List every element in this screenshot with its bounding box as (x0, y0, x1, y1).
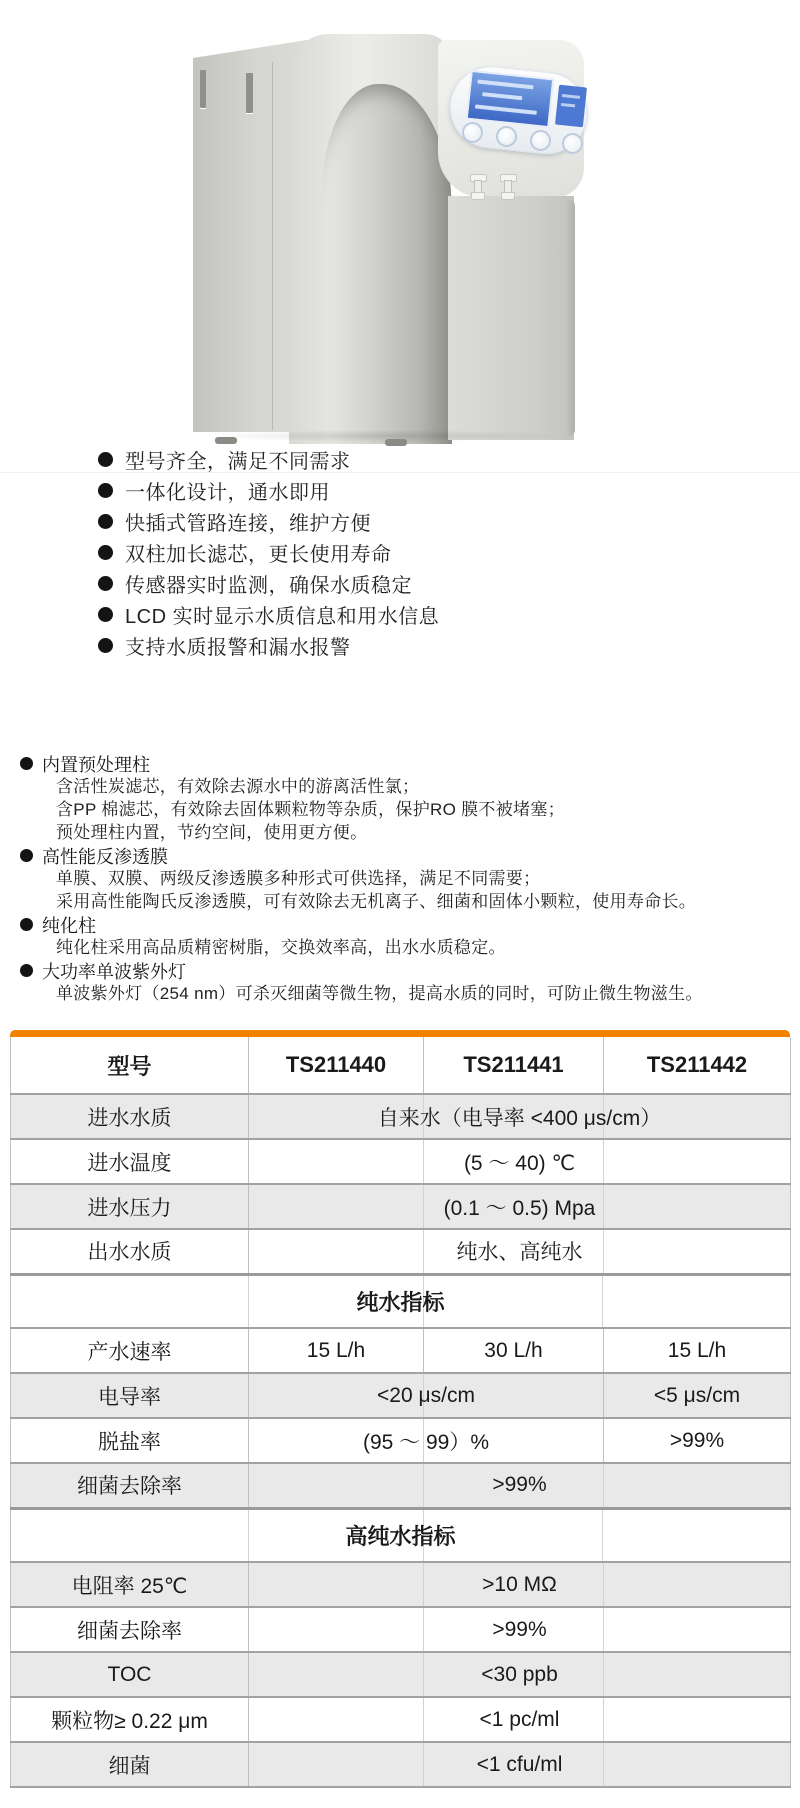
feature-line: 含PP 棉滤芯，有效除去固体颗粒物等杂质，保护RO 膜不被堵塞； (56, 800, 565, 819)
highlight-text: 双柱加长滤芯，更长使用寿命 (125, 544, 392, 566)
highlight-item (98, 537, 439, 568)
highlight-text: 支持水质报警和漏水报警 (125, 637, 351, 659)
row-value: (0.1 ～ 0.5) Mpa (249, 1184, 791, 1229)
col-header-ts211440: TS211440 (249, 1037, 424, 1094)
table-row (11, 1697, 791, 1742)
machine-foot (215, 437, 237, 444)
lcd-side-display (555, 85, 587, 128)
table-row (11, 1562, 791, 1607)
highlight-item (98, 568, 439, 599)
table-row (11, 1607, 791, 1652)
section-header-row (11, 1508, 791, 1562)
feature-title: 高性能反渗透膜 (42, 846, 168, 867)
feature-section (20, 913, 790, 959)
table-row (11, 1139, 791, 1184)
row-value: 自来水（电导率 <400 μs/cm） (249, 1094, 791, 1139)
row-value: <20 μs/cm (249, 1373, 604, 1418)
highlight-text: 一体化设计，通水即用 (125, 482, 330, 504)
row-value: 30 L/h (424, 1328, 604, 1373)
row-label: 进水水质 (11, 1094, 249, 1139)
table-row (11, 1652, 791, 1697)
panel-button-icon (530, 130, 551, 151)
dispenser-nozzle (470, 174, 485, 200)
row-value: 15 L/h (249, 1328, 424, 1373)
lcd-display-line (561, 103, 575, 107)
row-label: 电导率 (11, 1373, 249, 1418)
bullet-icon (98, 607, 113, 622)
lcd-display-line (477, 80, 533, 90)
feature-line: 单膜、双膜、两级反渗透膜多种形式可供选择，满足不同需要； (56, 869, 541, 888)
feature-title: 内置预处理柱 (42, 754, 150, 775)
feature-section (20, 844, 790, 913)
feature-line: 纯化柱采用高品质精密树脂，交换效率高，出水水质稳定。 (56, 938, 506, 957)
highlight-item (98, 599, 439, 630)
row-value: >10 MΩ (249, 1562, 791, 1607)
row-value: >99% (249, 1463, 791, 1508)
row-value: (95 ～ 99）% (249, 1418, 604, 1463)
feature-line: 预处理柱内置，节约空间，使用更方便。 (56, 823, 368, 842)
feature-line: 采用高性能陶氏反渗透膜，可有效除去无机离子、细菌和固体小颗粒，使用寿命长。 (56, 892, 697, 911)
feature-line: 单波紫外灯（254 nm）可杀灭细菌等微生物，提高水质的同时，可防止微生物滋生。 (56, 984, 703, 1003)
dispenser-bay (448, 196, 574, 440)
bullet-icon (98, 514, 113, 529)
bullet-icon (98, 483, 113, 498)
panel-button-icon (496, 126, 517, 147)
row-label: 颗粒物≥ 0.22 μm (11, 1697, 249, 1742)
table-row (11, 1094, 791, 1139)
table-row (11, 1328, 791, 1373)
highlight-item (98, 630, 439, 661)
bullet-icon (98, 576, 113, 591)
row-value: 15 L/h (604, 1328, 791, 1373)
feature-line: 含活性炭滤芯，有效除去源水中的游离活性氯； (56, 777, 420, 796)
row-value: >99% (604, 1418, 791, 1463)
highlight-text: 快插式管路连接，维护方便 (125, 513, 371, 535)
table-row (11, 1229, 791, 1274)
row-label: 脱盐率 (11, 1418, 249, 1463)
feature-title: 纯化柱 (42, 915, 96, 936)
bullet-icon (20, 918, 33, 931)
table-row (11, 1742, 791, 1787)
feature-highlights-list (98, 444, 439, 661)
table-header-row (11, 1037, 791, 1094)
section-title: 高纯水指标 (11, 1508, 791, 1562)
lcd-screen (466, 70, 555, 129)
panel-button-icon (562, 133, 583, 154)
highlight-item (98, 444, 439, 475)
row-label: 产水速率 (11, 1328, 249, 1373)
row-label: 细菌去除率 (11, 1463, 249, 1508)
table-row (11, 1463, 791, 1508)
spec-table-wrap (10, 1030, 790, 1788)
door-hinge-icon (200, 70, 206, 108)
bullet-icon (20, 757, 33, 770)
highlight-item (98, 475, 439, 506)
row-label: 细菌去除率 (11, 1607, 249, 1652)
row-label: 电阻率 25℃ (11, 1562, 249, 1607)
col-header-model: 型号 (11, 1037, 249, 1094)
door-hinge-icon (246, 73, 253, 113)
panel-button-icon (462, 122, 483, 143)
side-trim (565, 200, 575, 436)
lcd-display-line (475, 104, 537, 114)
bullet-icon (20, 849, 33, 862)
col-header-ts211441: TS211441 (424, 1037, 604, 1094)
product-photo (0, 0, 800, 450)
highlight-text: 型号齐全，满足不同需求 (125, 451, 351, 473)
bullet-icon (98, 452, 113, 467)
bullet-icon (20, 964, 33, 977)
row-value: 纯水、高纯水 (249, 1229, 791, 1274)
nozzle-tip (471, 192, 485, 200)
section-title: 纯水指标 (11, 1274, 791, 1328)
highlight-text: LCD 实时显示水质信息和用水信息 (125, 606, 440, 628)
section-header-row (11, 1274, 791, 1328)
row-value: <1 pc/ml (249, 1697, 791, 1742)
table-row (11, 1373, 791, 1418)
highlight-text: 传感器实时监测，确保水质稳定 (125, 575, 412, 597)
feature-sections (20, 752, 790, 1005)
dispenser-nozzle (500, 174, 515, 200)
feature-title: 大功率单波紫外灯 (42, 961, 186, 982)
bullet-icon (98, 545, 113, 560)
row-value: >99% (249, 1607, 791, 1652)
row-label: 出水水质 (11, 1229, 249, 1274)
row-value: (5 ～ 40) ℃ (249, 1139, 791, 1184)
table-accent-bar (10, 1030, 790, 1037)
table-row (11, 1184, 791, 1229)
row-value: <30 ppb (249, 1652, 791, 1697)
table-row (11, 1418, 791, 1463)
row-value: <5 μs/cm (604, 1373, 791, 1418)
row-value: <1 cfu/ml (249, 1742, 791, 1787)
lcd-display-line (482, 92, 522, 100)
row-label: TOC (11, 1652, 249, 1697)
bullet-icon (98, 638, 113, 653)
highlight-item (98, 506, 439, 537)
lcd-display-line (562, 94, 580, 99)
row-label: 进水温度 (11, 1139, 249, 1184)
row-label: 进水压力 (11, 1184, 249, 1229)
feature-section (20, 959, 790, 1005)
nozzle-tip (501, 192, 515, 200)
row-label: 细菌 (11, 1742, 249, 1787)
spec-table (10, 1037, 791, 1788)
col-header-ts211442: TS211442 (604, 1037, 791, 1094)
dispenser-column (322, 84, 452, 444)
cabinet-door-seam (272, 62, 273, 430)
feature-section (20, 752, 790, 844)
